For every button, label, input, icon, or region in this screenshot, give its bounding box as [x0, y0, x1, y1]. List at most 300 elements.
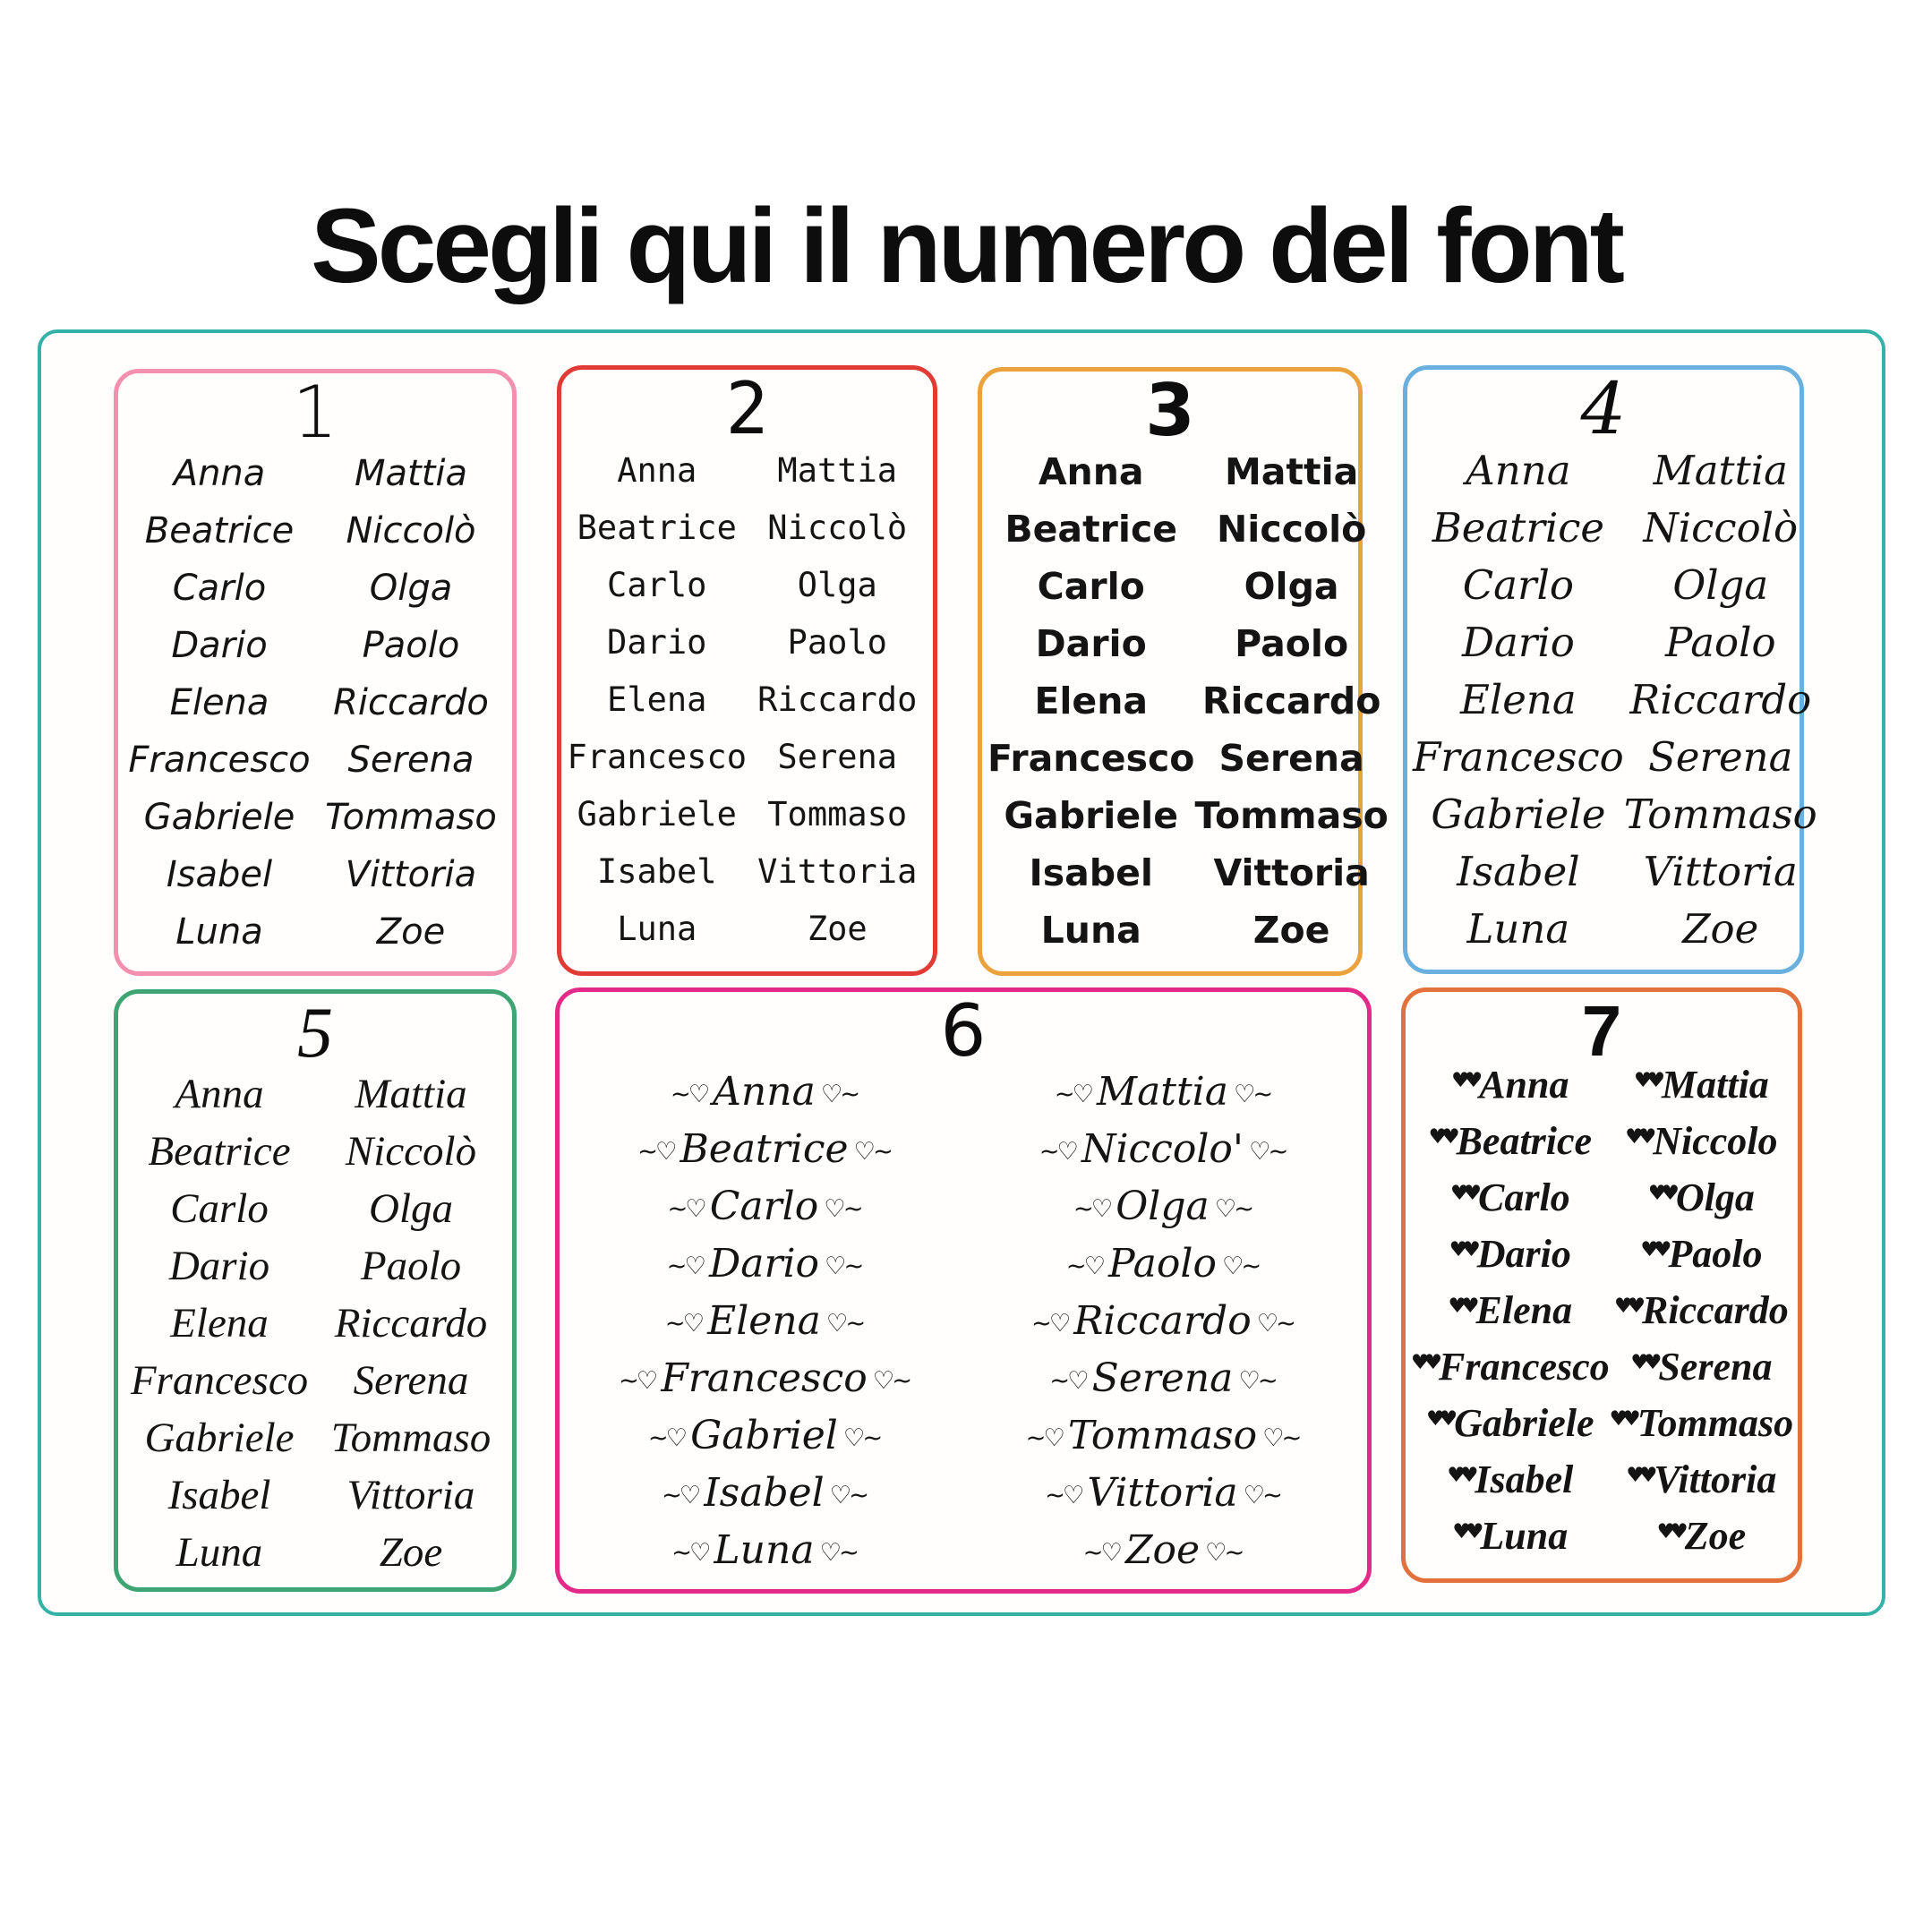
font-sample-name — [1449, 1175, 1570, 1219]
name-text: Serena — [1091, 1355, 1234, 1401]
name-text: Anna — [1479, 1062, 1569, 1107]
heart-flourish-icon: ~♡ — [1082, 1538, 1120, 1567]
name-text: Niccolò — [767, 508, 908, 547]
font-sample-name — [567, 737, 747, 776]
font-sample-name — [130, 1356, 309, 1404]
font-box-5 — [114, 989, 517, 1592]
heart-flourish-icon: ~♡ — [637, 1137, 675, 1166]
name-text: Riccardo — [1629, 675, 1812, 723]
name-text: Gabriele — [577, 794, 737, 833]
name-text: Niccolò — [346, 510, 476, 551]
font-sample-name — [757, 851, 918, 891]
name-text: Mattia — [1224, 449, 1359, 493]
name-text: Olga — [369, 568, 453, 609]
font-sample-name — [345, 1127, 477, 1175]
font-number: 7 — [1581, 991, 1622, 1071]
font-box-6 — [555, 987, 1372, 1594]
font-sample-name — [1045, 1470, 1280, 1516]
name-text: Riccardo — [333, 682, 489, 723]
font-sample-name — [360, 1242, 462, 1289]
heart-flourish-icon: ♡~ — [825, 1252, 862, 1280]
name-text: Zoe — [1124, 1527, 1201, 1573]
name-text: Serena — [1658, 1344, 1773, 1389]
name-text: Olga — [1675, 1175, 1755, 1219]
name-text: Vittoria — [345, 854, 477, 895]
heart-flourish-icon: ♡~ — [1221, 1252, 1260, 1280]
heart-flourish-icon: ~♡ — [1025, 1423, 1063, 1452]
font-sample-name — [577, 794, 737, 833]
font-number: 2 — [725, 367, 769, 450]
name-text: Zoe — [807, 909, 868, 948]
font-sample-name — [1038, 449, 1144, 493]
name-text: Gabriele — [1454, 1400, 1594, 1445]
name-text: Elena — [1460, 675, 1577, 723]
name-text: Luna — [1480, 1513, 1569, 1558]
font-sample-name — [346, 1471, 475, 1518]
font-sample-name — [1039, 1126, 1287, 1172]
font-sample-name — [787, 622, 887, 662]
heart-flourish-icon: ♡~ — [1238, 1366, 1276, 1395]
name-text: Mattia — [777, 450, 898, 490]
heart-flourish-icon: ♡~ — [842, 1423, 881, 1452]
name-text: Tommaso — [1067, 1413, 1258, 1458]
name-text: Francesco — [567, 737, 747, 776]
font-sample-name — [767, 508, 908, 547]
name-text: Mattia — [1662, 1062, 1769, 1107]
name-text: Isabel — [1475, 1457, 1574, 1501]
names-grid — [124, 445, 507, 961]
font-sample-name — [1065, 1241, 1260, 1287]
heart-icon: ♥♥ — [1640, 1238, 1667, 1262]
font-sample-name — [617, 450, 697, 490]
font-sample-name — [333, 682, 489, 723]
name-text: Riccardo — [334, 1299, 488, 1346]
heart-flourish-icon: ♡~ — [1256, 1309, 1294, 1338]
font-sample-name — [1428, 1118, 1593, 1163]
name-text: Elena — [170, 1299, 269, 1346]
font-sample-name — [1640, 1231, 1763, 1276]
name-text: Anna — [617, 450, 697, 490]
font-sample-name — [346, 510, 476, 551]
heart-icon: ♥♥ — [1449, 1182, 1476, 1206]
heart-icon: ♥♥ — [1452, 1520, 1479, 1544]
heart-flourish-icon: ♡~ — [1243, 1481, 1280, 1509]
name-text: Beatrice — [144, 510, 295, 551]
heart-icon: ♥♥ — [1449, 1238, 1475, 1262]
name-text: Paolo — [362, 625, 460, 666]
name-text: Francesco — [1439, 1344, 1610, 1389]
name-text: Carlo — [1477, 1175, 1570, 1219]
name-text: Luna — [175, 1528, 263, 1576]
name-text: Luna — [175, 911, 263, 953]
name-text: Niccolò — [1216, 507, 1367, 551]
font-sample-name — [1252, 908, 1330, 952]
heart-icon: ♥♥ — [1426, 1407, 1453, 1432]
heart-icon: ♥♥ — [1447, 1464, 1474, 1488]
name-text: Luna — [714, 1527, 815, 1573]
font-sample-name — [1648, 732, 1793, 781]
font-sample-name — [671, 1527, 857, 1573]
name-text: Serena — [777, 737, 898, 776]
heart-icon: ♥♥ — [1451, 1069, 1478, 1093]
name-text: Beatrice — [148, 1127, 291, 1175]
font-sample-name — [667, 1184, 861, 1229]
font-sample-name — [1082, 1527, 1243, 1573]
font-sample-name — [1626, 1457, 1777, 1501]
heart-icon: ♥♥ — [1448, 1295, 1475, 1319]
heart-flourish-icon: ♡~ — [824, 1194, 861, 1223]
name-text: Carlo — [1037, 564, 1145, 608]
name-text: Luna — [1040, 908, 1141, 952]
font-sample-name — [325, 797, 497, 838]
font-sample-name — [1447, 1457, 1574, 1501]
font-sample-name — [1201, 679, 1381, 722]
font-sample-name — [1004, 793, 1179, 837]
font-sample-name — [1073, 1184, 1252, 1229]
name-text: Carlo — [709, 1184, 819, 1229]
heart-flourish-icon: ~♡ — [671, 1538, 709, 1567]
font-sample-name — [170, 1299, 269, 1346]
font-sample-name — [1025, 1413, 1300, 1458]
font-number: 4 — [1580, 367, 1627, 450]
names-grid — [124, 1065, 507, 1581]
heart-flourish-icon: ♡~ — [1262, 1423, 1300, 1452]
font-sample-name — [1035, 621, 1147, 665]
name-text: Anna — [1038, 449, 1144, 493]
name-text: Serena — [347, 739, 474, 781]
font-sample-name — [1643, 847, 1798, 895]
heart-flourish-icon: ♡~ — [1205, 1538, 1243, 1567]
font-sample-name — [379, 1528, 443, 1576]
name-text: Paolo — [1235, 621, 1349, 665]
heart-flourish-icon: ♡~ — [829, 1481, 868, 1509]
font-box-3 — [978, 367, 1389, 976]
font-sample-name — [1451, 1062, 1569, 1107]
font-sample-name — [666, 1241, 862, 1287]
font-sample-name — [607, 622, 707, 662]
font-sample-name — [353, 1356, 469, 1404]
name-text: Mattia — [1097, 1069, 1228, 1115]
heart-flourish-icon: ~♡ — [664, 1309, 703, 1338]
heart-icon: ♥♥ — [1647, 1182, 1674, 1206]
font-sample-name — [670, 1069, 859, 1115]
name-text: Anna — [1466, 446, 1571, 494]
name-text: Olga — [1116, 1184, 1210, 1229]
font-sample-name — [577, 508, 737, 547]
font-sample-name — [1244, 564, 1339, 608]
font-sample-name — [661, 1470, 868, 1516]
font-sample-name — [637, 1126, 891, 1172]
heart-flourish-icon: ~♡ — [618, 1366, 656, 1395]
heart-flourish-icon: ♡~ — [819, 1538, 857, 1567]
name-text: Anna — [175, 1070, 264, 1117]
font-sample-name — [1630, 1344, 1773, 1389]
font-sample-name — [1452, 1513, 1569, 1558]
font-sample-name — [1224, 449, 1359, 493]
name-text: Elena — [1034, 679, 1149, 722]
heart-icon: ♥♥ — [1633, 1069, 1660, 1093]
font-sample-name — [1664, 618, 1776, 666]
name-text: Carlo — [607, 565, 707, 604]
name-text: Isabel — [1029, 851, 1153, 894]
name-text: Riccardo — [1073, 1298, 1252, 1344]
font-sample-name — [797, 565, 877, 604]
name-text: Serena — [353, 1356, 469, 1404]
heart-icon: ♥♥ — [1614, 1295, 1641, 1319]
name-text: Zoe — [376, 911, 446, 953]
font-sample-name — [1457, 847, 1580, 895]
name-text: Zoe — [1682, 904, 1759, 953]
font-sample-name — [807, 909, 868, 948]
font-number: 1 — [292, 371, 338, 454]
names-grid — [567, 441, 928, 957]
font-sample-name — [1449, 1231, 1571, 1276]
font-sample-name — [175, 1528, 263, 1576]
heart-flourish-icon: ♡~ — [1249, 1137, 1287, 1166]
heart-flourish-icon: ~♡ — [1073, 1194, 1111, 1223]
heart-flourish-icon: ♡~ — [820, 1080, 859, 1108]
heart-flourish-icon: ~♡ — [661, 1481, 699, 1509]
name-text: Paolo — [360, 1242, 462, 1289]
font-sample-name — [354, 453, 467, 494]
font-sample-name — [347, 739, 474, 781]
name-text: Dario — [1035, 621, 1147, 665]
heart-flourish-icon: ~♡ — [666, 1252, 704, 1280]
name-text: Tommaso — [325, 797, 497, 838]
font-sample-name — [175, 911, 263, 953]
font-sample-name — [1216, 507, 1367, 551]
name-text: Riccardo — [757, 680, 918, 719]
name-text: Mattia — [355, 1070, 467, 1117]
font-sample-name — [607, 565, 707, 604]
name-text: Vittoria — [757, 851, 918, 891]
heart-flourish-icon: ♡~ — [872, 1366, 910, 1395]
font-sample-name — [148, 1127, 291, 1175]
name-text: Gabriel — [690, 1413, 838, 1458]
name-text: Paolo — [1668, 1231, 1763, 1276]
name-text: Niccolo' — [1081, 1126, 1244, 1172]
name-text: Niccolò — [345, 1127, 477, 1175]
name-text: Dario — [1461, 618, 1575, 666]
name-text: Beatrice — [1456, 1118, 1593, 1163]
font-sample-name — [1213, 851, 1370, 894]
font-sample-name — [1448, 1287, 1573, 1332]
font-sample-name — [1030, 1298, 1294, 1344]
font-sample-name — [355, 1070, 467, 1117]
font-sample-name — [617, 909, 697, 948]
font-sample-name — [1029, 851, 1153, 894]
font-sample-name — [1643, 503, 1799, 551]
font-box-7 — [1401, 987, 1802, 1583]
font-sample-name — [1004, 507, 1178, 551]
heart-flourish-icon: ~♡ — [647, 1423, 686, 1452]
font-box-1 — [114, 369, 517, 976]
font-sample-name — [369, 568, 453, 609]
font-sample-name — [168, 1242, 270, 1289]
font-sample-name — [1411, 1344, 1610, 1389]
name-text: Tommaso — [1194, 793, 1389, 837]
name-text: Isabel — [704, 1470, 825, 1516]
name-text: Dario — [171, 625, 268, 666]
name-text: Anna — [173, 453, 266, 494]
font-sample-name — [1426, 1400, 1594, 1445]
font-sample-name — [1633, 1062, 1769, 1107]
name-text: Serena — [1218, 736, 1364, 780]
font-sample-name — [1653, 446, 1788, 494]
heart-icon: ♥♥ — [1626, 1464, 1653, 1488]
font-sample-name — [334, 1299, 488, 1346]
font-sample-name — [1235, 621, 1349, 665]
name-text: Francesco — [130, 1356, 309, 1404]
name-text: Zoe — [379, 1528, 443, 1576]
heart-flourish-icon: ~♡ — [1065, 1252, 1104, 1280]
heart-flourish-icon: ~♡ — [667, 1194, 705, 1223]
heart-flourish-icon: ~♡ — [1039, 1137, 1076, 1166]
font-sample-name — [170, 1184, 269, 1232]
font-sample-name — [1682, 904, 1759, 953]
font-sample-name — [1656, 1513, 1747, 1558]
name-text: Mattia — [1653, 446, 1788, 494]
name-text: Dario — [708, 1241, 820, 1287]
name-text: Francesco — [1413, 732, 1624, 781]
name-text: Niccolo — [1653, 1118, 1778, 1163]
font-sample-name — [1462, 560, 1575, 609]
heart-flourish-icon: ♡~ — [1214, 1194, 1252, 1223]
name-text: Zoe — [1252, 908, 1330, 952]
name-text: Gabriele — [144, 1414, 295, 1461]
font-sample-name — [345, 854, 477, 895]
font-sample-name — [143, 797, 295, 838]
font-sample-name — [1218, 736, 1364, 780]
name-text: Carlo — [170, 1184, 269, 1232]
font-sample-name — [169, 682, 269, 723]
font-sample-name — [1034, 679, 1149, 722]
name-text: Elena — [607, 680, 707, 719]
font-sample-name — [128, 739, 311, 781]
name-text: Isabel — [596, 851, 717, 891]
heart-flourish-icon: ♡~ — [825, 1309, 864, 1338]
font-sample-name — [1461, 618, 1575, 666]
name-text: Olga — [369, 1184, 453, 1232]
font-sample-name — [369, 1184, 453, 1232]
name-text: Elena — [1475, 1287, 1573, 1332]
heart-flourish-icon: ~♡ — [1030, 1309, 1069, 1338]
names-grid — [987, 443, 1389, 959]
font-sample-name — [767, 794, 908, 833]
font-sample-name — [1413, 732, 1624, 781]
name-text: Beatrice — [1004, 507, 1178, 551]
font-box-4 — [1403, 365, 1817, 974]
name-text: Vittoria — [1654, 1457, 1777, 1501]
font-sample-name — [173, 453, 266, 494]
font-sample-name — [987, 736, 1195, 780]
name-text: Serena — [1648, 732, 1793, 781]
font-sample-name — [757, 680, 918, 719]
font-sample-name — [175, 1070, 264, 1117]
font-sample-name — [1431, 790, 1606, 838]
font-sample-name — [1647, 1175, 1755, 1219]
font-sample-name — [1672, 560, 1769, 609]
font-sample-name — [171, 625, 268, 666]
name-text: Vittoria — [1643, 847, 1798, 895]
name-text: Isabel — [1457, 847, 1580, 895]
font-sample-name — [1460, 675, 1577, 723]
font-sample-name — [1609, 1400, 1794, 1445]
name-text: Tommaso — [330, 1414, 492, 1461]
name-text: Elena — [707, 1298, 821, 1344]
name-text: Beatrice — [1432, 503, 1605, 551]
name-text: Olga — [1244, 564, 1339, 608]
font-sample-name — [1466, 904, 1570, 953]
name-text: Paolo — [787, 622, 887, 662]
heart-flourish-icon: ♡~ — [1233, 1080, 1271, 1108]
name-text: Isabel — [166, 854, 273, 895]
font-sample-name — [1614, 1287, 1789, 1332]
font-number: 3 — [1145, 369, 1195, 452]
font-sample-name — [144, 510, 295, 551]
name-text: Vittoria — [1213, 851, 1370, 894]
heart-flourish-icon: ~♡ — [1054, 1080, 1092, 1108]
font-sample-name — [777, 450, 898, 490]
name-text: Mattia — [354, 453, 467, 494]
heart-icon: ♥♥ — [1656, 1520, 1683, 1544]
font-sample-name — [362, 625, 460, 666]
heart-icon: ♥♥ — [1609, 1407, 1636, 1432]
font-sample-name — [1194, 793, 1389, 837]
font-sample-name — [1466, 446, 1571, 494]
name-text: Dario — [1476, 1231, 1571, 1276]
name-text: Tommaso — [767, 794, 908, 833]
heart-flourish-icon: ~♡ — [670, 1080, 708, 1108]
font-sample-name — [1054, 1069, 1271, 1115]
name-text: Francesco — [987, 736, 1195, 780]
names-grid — [1413, 441, 1817, 957]
names-grid — [1411, 1056, 1792, 1564]
name-text: Paolo — [1108, 1241, 1217, 1287]
heart-flourish-icon: ♡~ — [853, 1137, 891, 1166]
font-sample-name — [618, 1355, 910, 1401]
font-number: 6 — [940, 989, 987, 1073]
heart-flourish-icon: ~♡ — [1049, 1366, 1087, 1395]
font-sample-name — [777, 737, 898, 776]
font-sample-name — [376, 911, 446, 953]
name-text: Vittoria — [1087, 1470, 1238, 1516]
name-text: Francesco — [128, 739, 311, 781]
name-text: Olga — [1672, 560, 1769, 609]
font-sample-name — [167, 1471, 271, 1518]
font-sample-name — [1432, 503, 1605, 551]
name-text: Tommaso — [1637, 1400, 1794, 1445]
font-sample-name — [607, 680, 707, 719]
name-text: Beatrice — [680, 1126, 849, 1172]
font-sample-name — [596, 851, 717, 891]
heart-icon: ♥♥ — [1411, 1351, 1438, 1375]
name-text: Francesco — [661, 1355, 868, 1401]
heart-flourish-icon: ~♡ — [1045, 1481, 1082, 1509]
font-number: 5 — [297, 994, 333, 1073]
font-sample-name — [1623, 790, 1817, 838]
name-text: Niccolò — [1643, 503, 1799, 551]
name-text: Tommaso — [1623, 790, 1817, 838]
font-sample-name — [166, 854, 273, 895]
names-grid — [565, 1064, 1362, 1579]
name-text: Carlo — [1462, 560, 1575, 609]
name-text: Olga — [797, 565, 877, 604]
font-box-2 — [557, 365, 937, 976]
font-sample-name — [1040, 908, 1141, 952]
name-text: Gabriele — [1004, 793, 1179, 837]
heart-icon: ♥♥ — [1630, 1351, 1657, 1375]
